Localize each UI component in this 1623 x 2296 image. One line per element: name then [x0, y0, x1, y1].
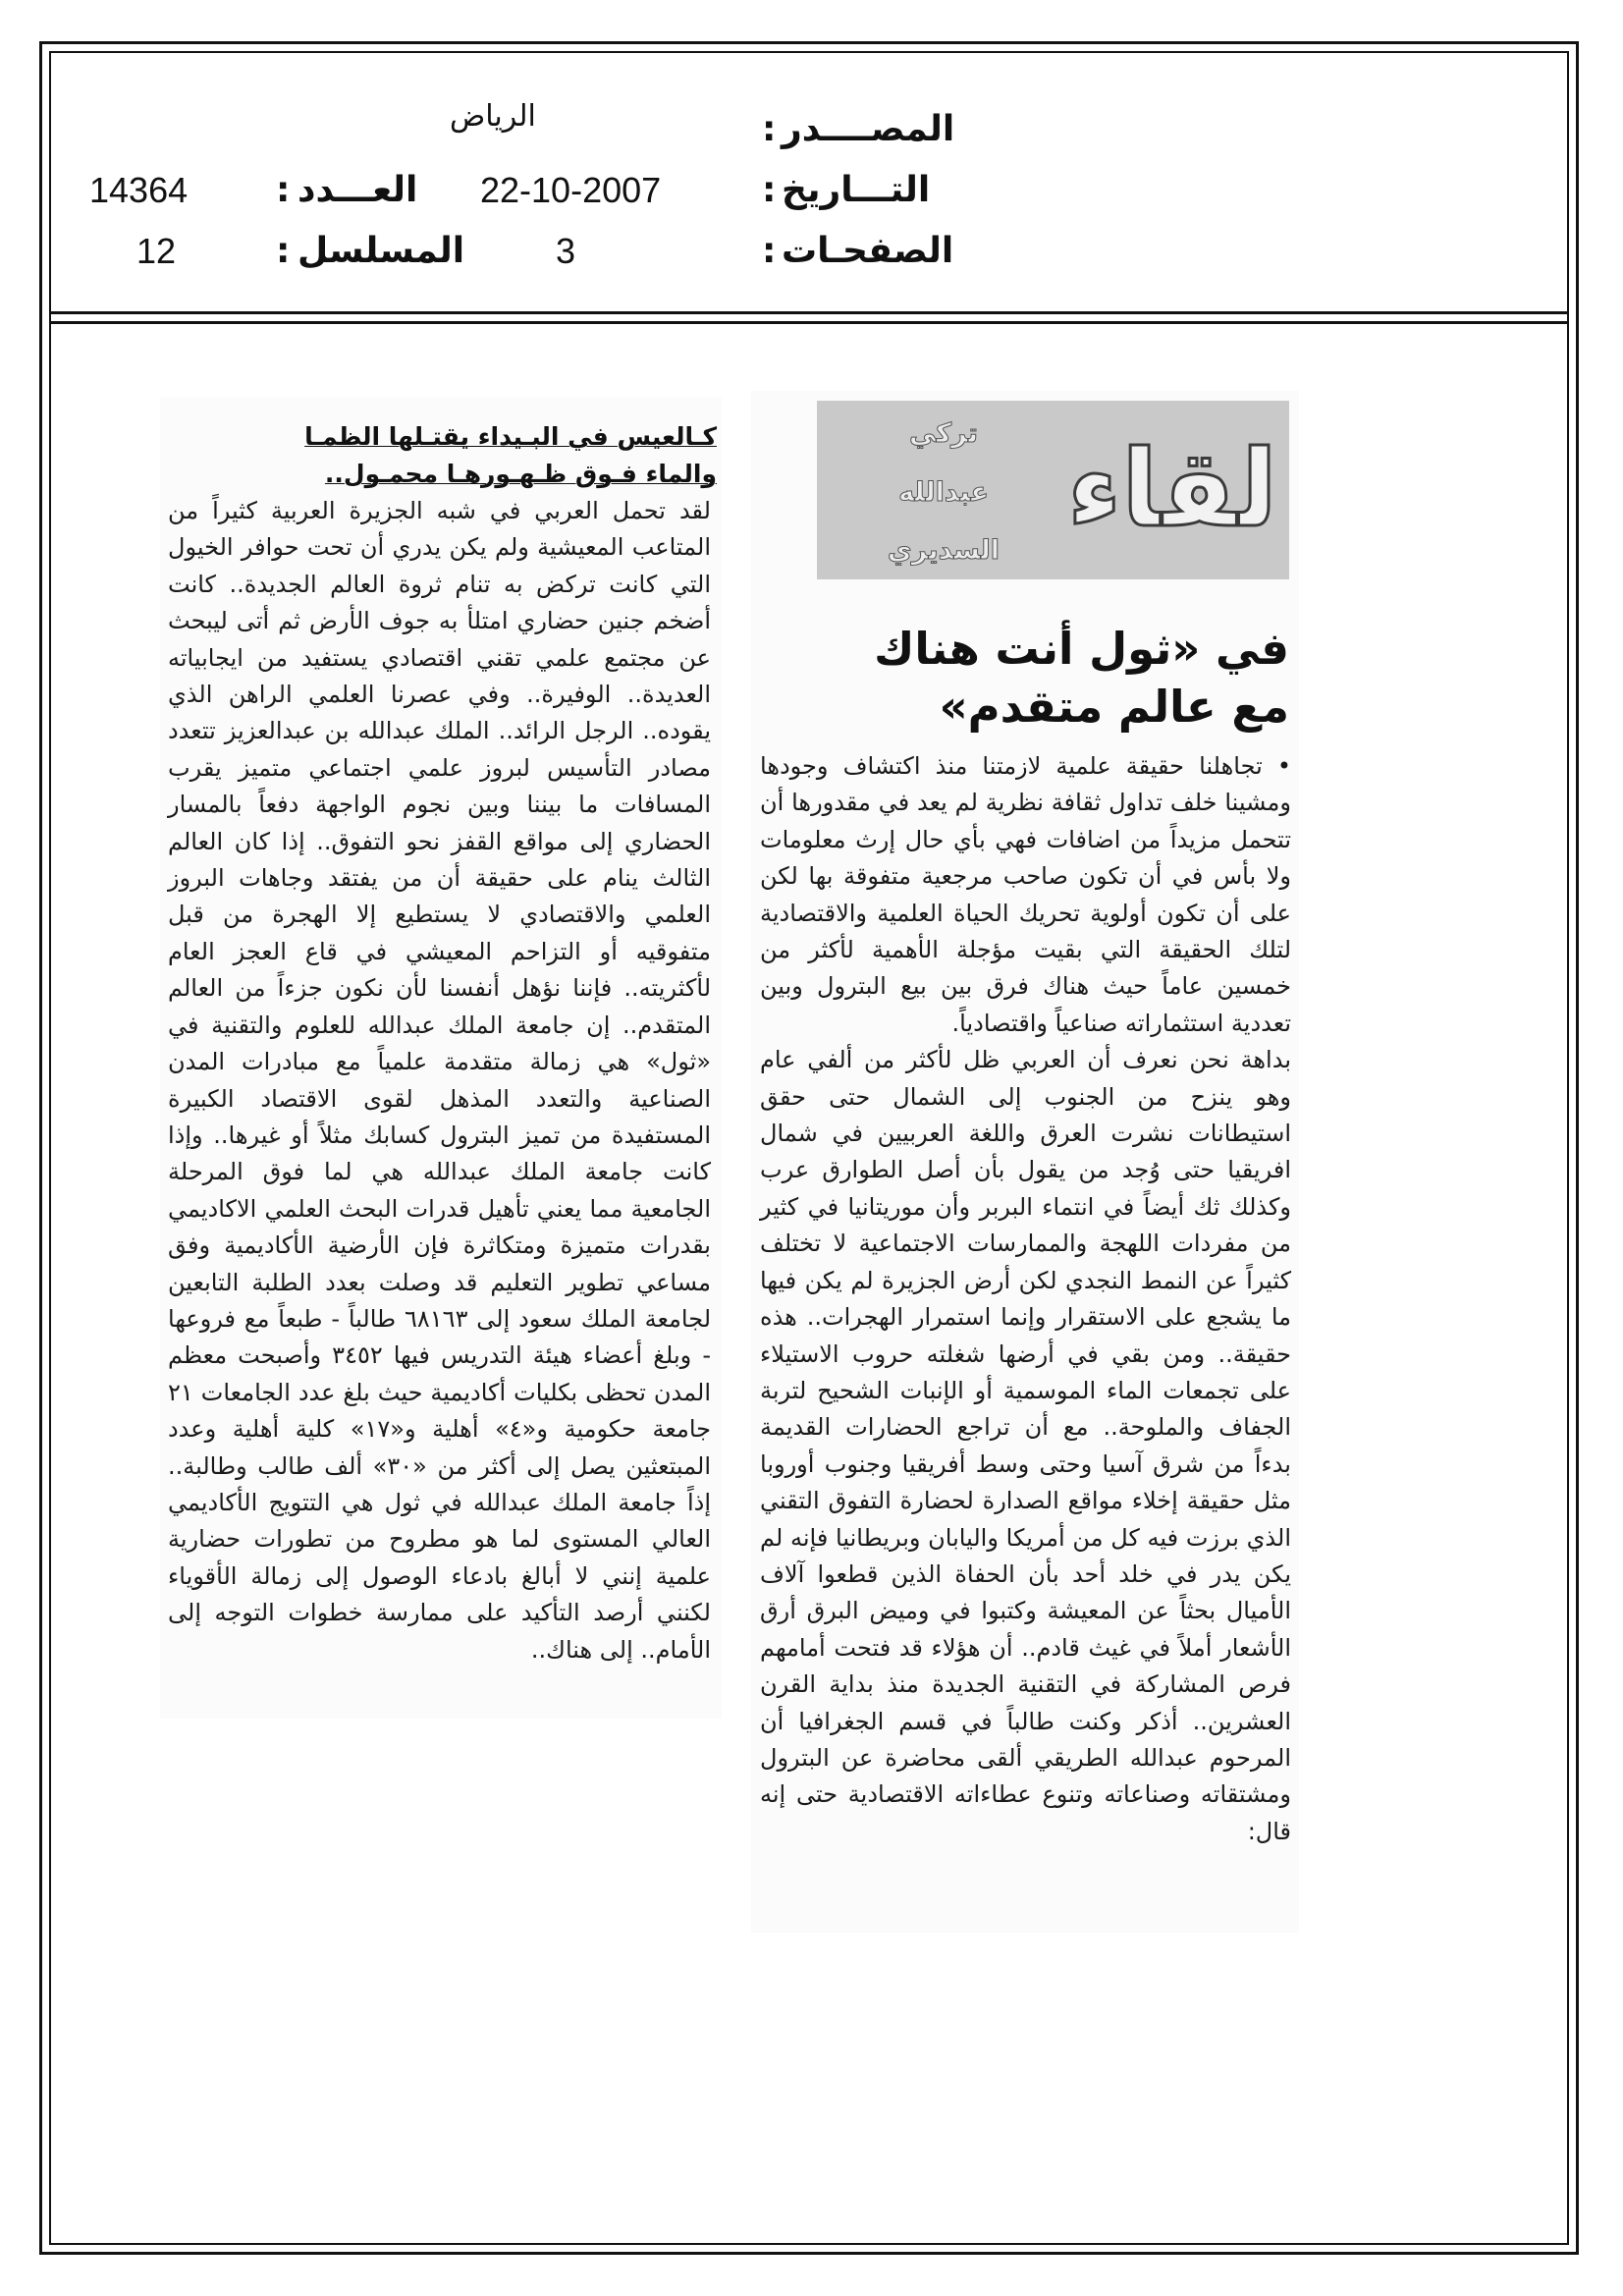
serial-colon: : — [276, 231, 291, 271]
author-name — [840, 418, 1047, 566]
header-divider — [49, 311, 1569, 314]
header-divider-inner — [49, 321, 1569, 324]
pages-colon: : — [762, 231, 777, 271]
date-colon: : — [762, 170, 777, 210]
issue-label: العـــدد — [298, 170, 418, 210]
poem-verse-line1: كـالعيس في البـيداء يقتـلها الظمـا — [304, 422, 717, 451]
left-column-paragraph: لقد تحمل العربي في شبه الجزيرة العربية كثيراً من المتاعب المعيشية ولم يكن يدري أن تحت حوافر الخيول التي كانت تركض به تنام ثروة العالم الجديدة.. كانت أضخم جنين حضاري امتلأ به جوف الأرض ثم أتى ليبحث عن مجتمع علمي تقني اقتصادي يستفيد من ايجابياته العديدة.. الوفيرة.. وفي عصرنا العلمي الراهن الذي يقوده.. الرجل الرائد.. الملك عبدالله بن عبدالعزيز تتعدد مصادر التأسيس لبروز علمي اجتماعي متميز يقرب المسافات ما بيننا وبين نجوم الواجهة دفعاً بالمسار الحضاري إلى مواقع القفز نحو التفوق.. إذا كان العالم الثالث ينام على حقيقة أن من يفتقد وجاهات البروز العلمي والاقتصادي لا يستطيع إلا الهجرة من قبل متفوقيه أو التزاحم المعيشي في قاع العجز العام لأكثريته.. فإننا نؤهل أنفسنا لأن نكون جزءاً من العالم المتقدم.. إن جامعة الملك عبدالله للعلوم والتقنية في «ثول» هي زمالة متقدمة علمياً مع مبادرات المدن الصناعية والتعدد المذهل لقوى الاقتصاد الكبيرة المستفيدة من تميز البترول كسابك مثلاً أو غيرها.. وإذا كانت جامعة الملك عبدالله هي لما فوق المرحلة الجامعية مما يعني تأهيل قدرات البحث العلمي الاكاديمي بقدرات متميزة ومتكاثرة فإن الأرضية الأكاديمية وفق مساعي تطوير التعليم قد وصلت بعدد الطلبة التابعين لجامعة الملك سعود إلى ٦٨١٦٣ طالباً - طبعاً مع فروعها - وبلغ أعضاء هيئة التدريس فيها ٣٤٥٢ وأصبحت معظم المدن تحظى بكليات أكاديمية حيث بلغ عدد الجامعات ٢١ جامعة حكومية و«٤» أهلية و«١٧» كلية أهلية وعدد المبتعثين يصل إلى أكثر من «٣٠» ألف طالب وطالبة.. إذاً جامعة الملك عبدالله في ثول هي التتويج الأكاديمي العالي المستوى لما هو مطروح من تطورات حضارية علمية إنني لا أبالغ بادعاء الوصول إلى زمالة الأقوياء لكنني أرصد التأكيد على ممارسة خطوات التوجه إلى الأمام.. إلى هناك.. — [168, 497, 712, 1664]
serial-label: المسلسل — [298, 231, 465, 271]
author-name-line2: عبدالله — [898, 476, 989, 508]
article-title-line2: مع عالم متقدم» — [939, 681, 1289, 733]
source-value: الرياض — [450, 99, 536, 134]
column-logo — [817, 401, 1289, 579]
issue-value: 14364 — [89, 170, 189, 210]
date-label: التـــاريخ — [782, 170, 931, 210]
author-name-line1: تركي — [909, 418, 978, 449]
serial-value: 12 — [136, 231, 177, 271]
source-colon: : — [762, 109, 777, 149]
pages-label: الصفحـات — [782, 231, 954, 271]
pages-value: 3 — [556, 231, 576, 271]
article-column-left — [168, 493, 711, 1668]
right-column-paragraph-2: بداهة نحن نعرف أن العربي ظل لأكثر من ألفي عام وهو ينزح من الجنوب إلى الشمال حتى حقق استيطانات نشرت العرق واللغة العربيين في شمال افريقيا حتى وُجد من يقول بأن أصل الطوارق عرب وكذلك ثك أيضاً في انتماء البربر وأن موريتانيا في كثير من مفردات اللهجة والممارسات الاجتماعية لا تختلف كثيراً عن النمط النجدي لكن أرض الجزيرة لم يكن فيها ما يشجع على الاستقرار وإنما استمرار الهجرات.. هذه حقيقة.. ومن بقي في أرضها شغلته حروب الاستيلاء على تجمعات الماء الموسمية أو الإنبات الشحيح لتربة الجفاف والملوحة.. مع أن تراجع الحضارات القديمة بدءاً من شرق آسيا وحتى وسط أفريقيا وجنوب أوروبا مثل حقيقة إخلاء مواقع الصدارة لحضارة التفوق التقني الذي برزت فيه كل من أمريكا واليابان وبريطانيا فإنه لم يكن يدر في خلد أحد بأن الحفاة الذين قطعوا آلاف الأميال بحثاً عن المعيشة وكتبوا في وميض البرق أرق الأشعار أملاً في غيث قادم.. أن هؤلاء قد فتحت أمامهم فرص المشاركة في التقنية الجديدة منذ بداية القرن العشرين.. أذكر وكنت طالباً في قسم الجغرافيا أن المرحوم عبدالله الطريقي ألقى محاضرة عن البترول ومشتقاته وصناعاته وتنوع عطاءاته الاقتصادية حتى إنه قال: — [760, 1046, 1291, 1845]
issue-colon: : — [276, 170, 291, 210]
article-column-right — [760, 748, 1291, 1850]
source-label: المصــــدر — [782, 109, 955, 149]
date-value: 22-10-2007 — [480, 170, 662, 210]
right-column-paragraph-1: • تجاهلنا حقيقة علمية لازمتنا منذ اكتشاف وجودها ومشينا خلف تداول ثقافة نظرية لم يعد في مقدورها أن تتحمل مزيداً من اضافات فهي بأي حال إرث معلومات ولا بأس في أن تكون صاحب مرجعية متفوقة بها لكن على أن تكون أولوية تحريك الحياة العلمية والاقتصادية لتلك الحقيقة التي بقيت مؤجلة الأهمية لأكثر من خمسين عاماً حيث هناك فرق بين بيع البترول وبين تعددية استثماراته صناعياً واقتصادياً. — [760, 752, 1291, 1037]
poem-verse-line2: والماء فـوق ظـهـورهـا محمـول.. — [324, 460, 717, 488]
article-title-line1: في «ثول أنت هناك — [874, 623, 1289, 675]
column-logo-word: لقاء — [1066, 428, 1278, 551]
author-name-line3: السديري — [887, 535, 1001, 566]
